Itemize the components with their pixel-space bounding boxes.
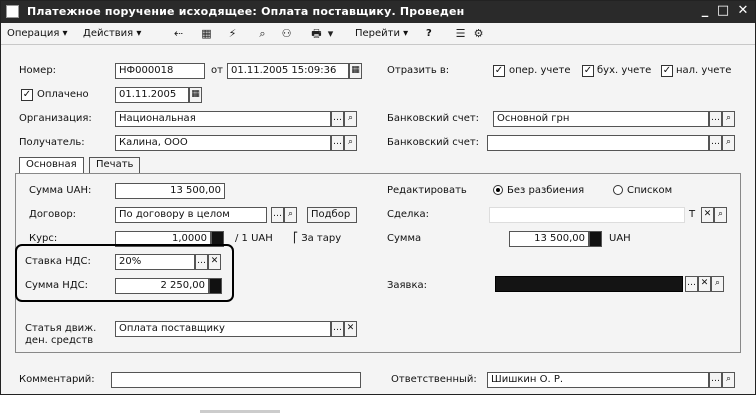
- recipient-open-icon[interactable]: ⌕: [344, 135, 357, 151]
- vat-sum-label: Сумма НДС:: [25, 280, 88, 291]
- responsible-open-icon[interactable]: ⌕: [722, 372, 735, 388]
- bottom-divider: [200, 410, 280, 413]
- contract-field[interactable]: По договору в целом: [115, 207, 267, 223]
- menu-goto-label: Перейти: [355, 28, 400, 39]
- paid-date-field[interactable]: 01.11.2005: [115, 87, 189, 103]
- help-button[interactable]: ?: [426, 28, 432, 39]
- recipient-bank-open-icon[interactable]: ⌕: [722, 135, 735, 151]
- request-label: Заявка:: [387, 280, 427, 291]
- bank-account-open-icon[interactable]: ⌕: [722, 111, 735, 127]
- menu-actions[interactable]: Действия ▾: [83, 28, 142, 39]
- number-field[interactable]: НФ000018: [115, 63, 205, 79]
- minimize-button[interactable]: _: [701, 3, 709, 18]
- recipient-bank-select-icon[interactable]: …: [709, 135, 722, 151]
- deal-clear-icon[interactable]: ✕: [701, 207, 714, 223]
- contract-open-icon[interactable]: ⌕: [284, 207, 297, 223]
- contract-pick-button[interactable]: Подбор: [307, 207, 357, 223]
- reflect-oper-label: опер. учете: [509, 65, 571, 76]
- radio-no-split-label: Без разбиения: [507, 185, 585, 196]
- sum-label: Сумма UAH:: [29, 185, 92, 196]
- print-icon[interactable]: 🖶: [311, 27, 322, 40]
- tab-print[interactable]: Печать: [89, 157, 140, 174]
- deal-label: Сделка:: [387, 209, 429, 220]
- comment-field[interactable]: [111, 372, 361, 388]
- request-clear-icon[interactable]: ✕: [698, 276, 711, 292]
- amount-label: Сумма: [387, 233, 422, 244]
- reflect-nal-label: нал. учете: [676, 65, 732, 76]
- cashflow-clear-icon[interactable]: ✕: [344, 321, 357, 337]
- responsible-select-icon[interactable]: …: [709, 372, 722, 388]
- contract-label: Договор:: [29, 209, 77, 220]
- calendar-icon[interactable]: ▦: [201, 27, 212, 40]
- rate-field[interactable]: 1,0000: [115, 231, 211, 247]
- deal-type-label: Т: [689, 209, 696, 220]
- date-field[interactable]: 01.11.2005 15:09:36: [227, 63, 349, 79]
- bank-account-field[interactable]: Основной грн: [493, 111, 709, 127]
- amount-calc-icon[interactable]: [589, 231, 602, 247]
- vat-sum-calc-icon[interactable]: [209, 278, 222, 294]
- menu-operation-label: Операция: [7, 28, 60, 39]
- request-open-icon[interactable]: ⌕: [711, 276, 724, 292]
- edit-mode-label: Редактировать: [387, 185, 467, 196]
- cashflow-select-icon[interactable]: …: [331, 321, 344, 337]
- paid-checkbox[interactable]: ✓: [22, 89, 32, 100]
- deal-open-icon[interactable]: ⌕: [714, 207, 727, 223]
- list-icon[interactable]: ☰: [455, 27, 466, 40]
- recipient-bank-label: Банковский счет:: [387, 137, 480, 148]
- request-field[interactable]: [495, 276, 683, 292]
- structure-icon[interactable]: ⚇: [281, 27, 292, 40]
- amount-currency: UAH: [609, 233, 631, 244]
- document-icon: [6, 5, 19, 18]
- close-button[interactable]: ✕: [737, 3, 749, 18]
- recipient-field[interactable]: Калина, ООО: [115, 135, 331, 151]
- calendar-button-icon[interactable]: ▦: [349, 63, 362, 79]
- comment-label: Комментарий:: [19, 374, 95, 385]
- find-icon[interactable]: ⌕: [259, 27, 266, 40]
- reflect-label: Отразить в:: [387, 65, 450, 76]
- menu-operation[interactable]: Операция ▾: [7, 28, 68, 39]
- vat-rate-select-icon[interactable]: …: [195, 254, 208, 270]
- recipient-select-icon[interactable]: …: [331, 135, 344, 151]
- window-title: Платежное поручение исходящее: Оплата поставщику. Проведен: [27, 5, 465, 18]
- radio-no-split[interactable]: [493, 185, 503, 195]
- reflect-oper-checkbox[interactable]: ✓: [494, 65, 504, 76]
- menu-actions-label: Действия: [83, 28, 134, 39]
- rate-label: Курс:: [29, 233, 58, 244]
- print-dropdown-icon[interactable]: ▾: [327, 27, 334, 40]
- rate-per-tare-button[interactable]: ⎡ За тару: [293, 233, 342, 244]
- recipient-bank-field[interactable]: [487, 135, 709, 151]
- toolbar: [1, 23, 755, 45]
- responsible-field[interactable]: Шишкин О. Р.: [487, 372, 709, 388]
- settings-icon[interactable]: ⚙: [473, 27, 484, 40]
- bank-account-select-icon[interactable]: …: [709, 111, 722, 127]
- menu-goto[interactable]: Перейти ▾: [355, 28, 409, 39]
- organization-label: Организация:: [19, 113, 92, 124]
- cashflow-field[interactable]: Оплата поставщику: [115, 321, 331, 337]
- number-label: Номер:: [19, 65, 57, 76]
- rate-per-tare-label: За тару: [301, 233, 342, 244]
- title-bar: [1, 1, 755, 23]
- post-document-icon[interactable]: ⚡: [228, 27, 237, 40]
- cashflow-label-line2: ден. средств: [25, 335, 94, 346]
- vat-rate-label: Ставка НДС:: [25, 256, 91, 267]
- responsible-label: Ответственный:: [391, 374, 477, 385]
- sum-field[interactable]: 13 500,00: [115, 183, 225, 199]
- request-select-icon[interactable]: …: [685, 276, 698, 292]
- restore-button[interactable]: □: [716, 3, 730, 18]
- reflect-buh-label: бух. учете: [597, 65, 652, 76]
- recipient-label: Получатель:: [19, 137, 85, 148]
- from-label: от: [211, 65, 223, 76]
- radio-list-label: Списком: [627, 185, 673, 196]
- reflect-nal-checkbox[interactable]: ✓: [662, 65, 672, 76]
- cashflow-label-line1: Статья движ.: [25, 323, 97, 334]
- tab-main[interactable]: Основная: [19, 157, 84, 174]
- paid-label: Оплачено: [37, 89, 89, 100]
- radio-list[interactable]: [613, 185, 623, 195]
- back-arrow-icon[interactable]: ⇠: [173, 27, 184, 40]
- vat-rate-field[interactable]: 20%: [115, 254, 195, 270]
- organization-select-icon[interactable]: …: [331, 111, 344, 127]
- amount-field[interactable]: 13 500,00: [509, 231, 589, 247]
- paid-calendar-icon[interactable]: ▦: [189, 87, 202, 103]
- organization-field[interactable]: Национальная: [115, 111, 331, 127]
- bank-account-label: Банковский счет:: [387, 113, 480, 124]
- vat-rate-clear-icon[interactable]: ✕: [208, 254, 221, 270]
- contract-select-icon[interactable]: …: [271, 207, 284, 223]
- deal-field[interactable]: [489, 207, 685, 223]
- vat-sum-field[interactable]: 2 250,00: [115, 278, 209, 294]
- rate-unit-label: / 1 UAH: [235, 233, 273, 244]
- organization-open-icon[interactable]: ⌕: [344, 111, 357, 127]
- reflect-buh-checkbox[interactable]: ✓: [583, 65, 593, 76]
